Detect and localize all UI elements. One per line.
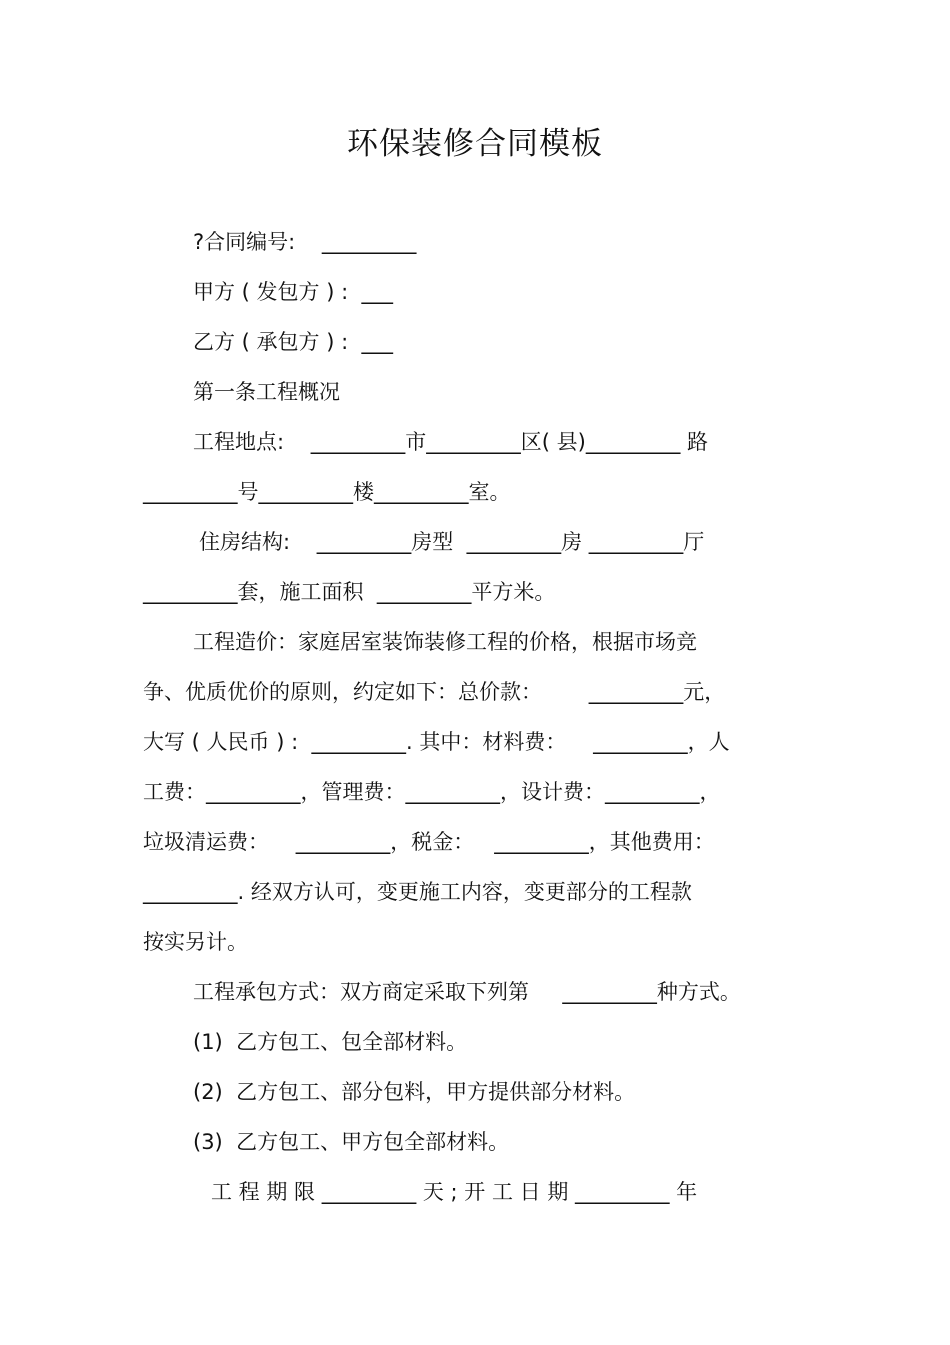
site-address-line: 工程地点: _________市_________区( 县)_________ 路: [193, 430, 709, 454]
cost-paragraph-line-1: 工程造价：家庭居室装饰装修工程的价格，根据市场竞: [193, 630, 697, 654]
contract-method-line: 工程承包方式：双方商定采取下列第 _________种方式。: [193, 980, 741, 1004]
party-b-line: 乙方 ( 承包方 ) : ___: [193, 330, 394, 354]
method-option-3: (3) 乙方包工、甲方包全部材料。: [193, 1130, 510, 1154]
method-option-2: (2) 乙方包工、部分包料，甲方提供部分材料。: [193, 1080, 636, 1104]
section-heading: 第一条工程概况: [193, 380, 340, 404]
method-option-1: (1) 乙方包工、包全部材料。: [193, 1030, 468, 1054]
cost-paragraph-line-7: 按实另计。: [143, 930, 248, 954]
housing-structure-line: 住房结构: _________房型 _________房 _________厅: [199, 530, 705, 554]
cost-paragraph-line-4: 工费：_________，管理费：_________，设计费：_________，: [143, 780, 721, 804]
cost-paragraph-line-5: 垃圾清运费： _________，税金： _________，其他费用：: [143, 830, 715, 854]
document-title: 环保装修合同模板: [347, 126, 603, 162]
housing-area-line: _________套，施工面积 _________平方米。: [143, 580, 556, 604]
cost-paragraph-line-3: 大写 ( 人民币 ) : _________. 其中：材料费： _________，人: [143, 730, 730, 754]
site-address-line-2: _________号_________楼_________室。: [143, 480, 511, 504]
cost-paragraph-line-6: _________. 经双方认可，变更施工内容，变更部分的工程款: [143, 880, 692, 904]
contract-number-line: ?合同编号: _________: [193, 230, 417, 254]
cost-paragraph-line-2: 争、优质优价的原则，约定如下：总价款： _________元，: [143, 680, 726, 704]
project-term-line: 工 程 期 限 _________ 天 ; 开 工 日 期 _________ 年: [211, 1180, 698, 1204]
party-a-line: 甲方 ( 发包方 ) : ___: [193, 280, 394, 304]
